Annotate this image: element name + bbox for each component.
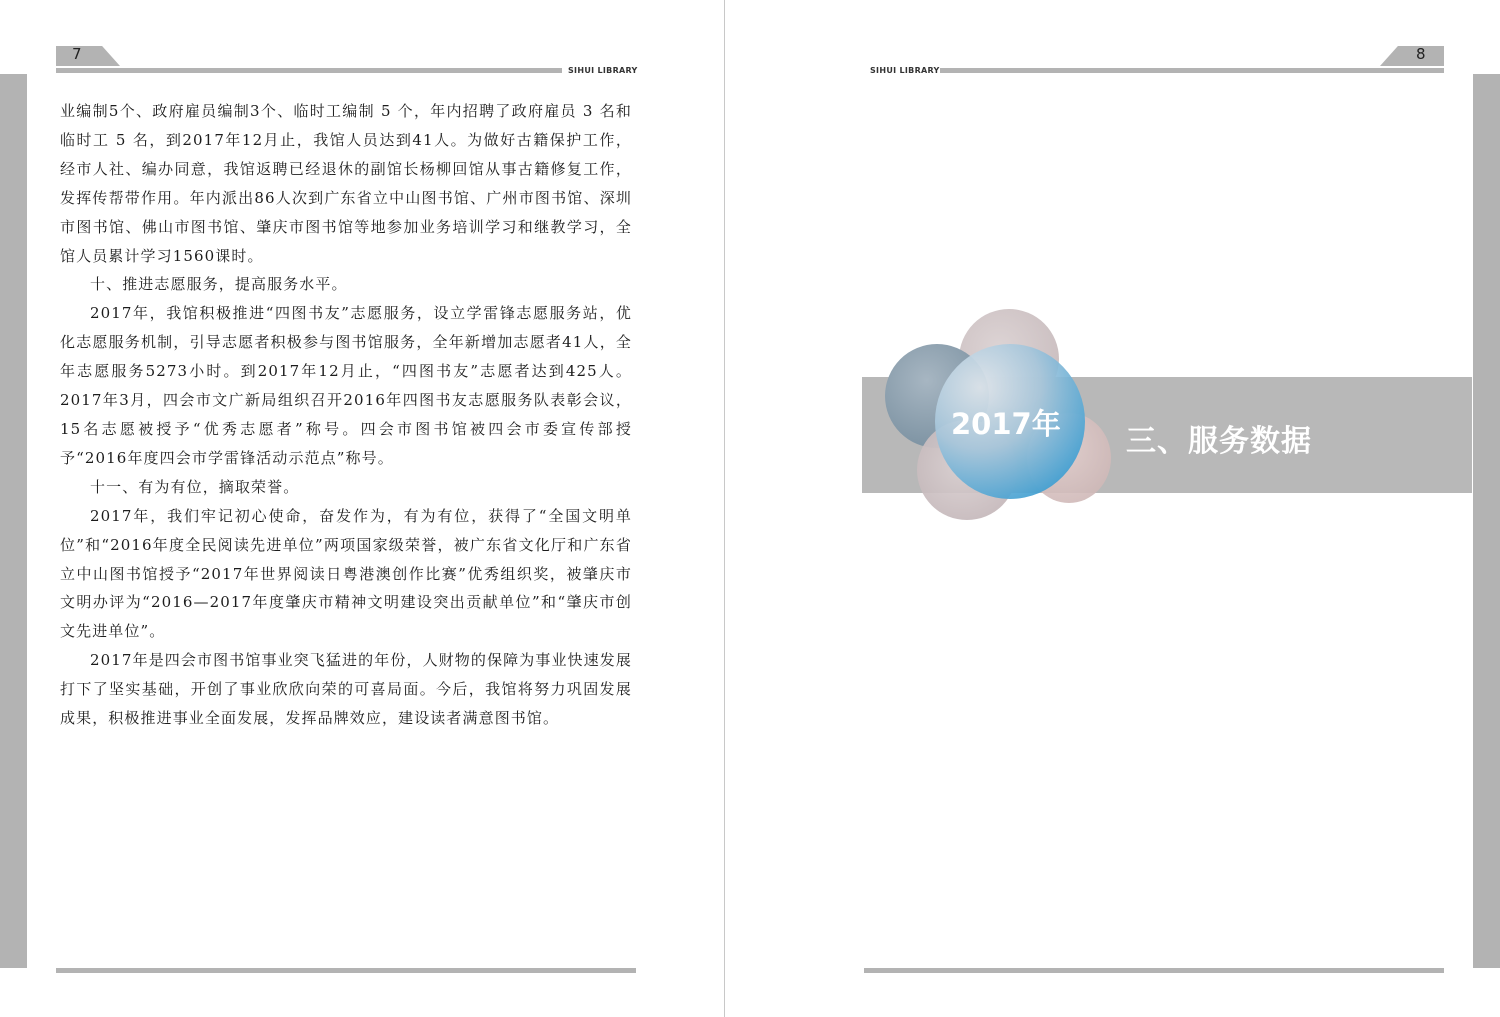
footer-rule <box>56 968 636 973</box>
header-rule <box>56 68 562 73</box>
left-page <box>0 0 724 1017</box>
left-edge-bar <box>0 74 27 968</box>
right-page <box>776 0 1500 1017</box>
page-number: 7 <box>72 45 82 63</box>
chapter-title: 三、服务数据 <box>1126 424 1312 459</box>
header-rule <box>940 68 1444 73</box>
right-edge-bar <box>1473 74 1500 968</box>
footer-rule <box>864 968 1444 973</box>
paragraph: 2017年，我们牢记初心使命，奋发作为，有为有位，获得了“全国文明单位”和“2016年度全民阅读先进单位”两项国家级荣誉，被广东省文化厅和广东省立中山图书馆授予“2017年世界阅读日粤港澳创作比赛”优秀组织奖，被肇庆市文明办评为“2016—2017年度肇庆市精神文明建设突出贡献单位”和“肇庆市创文先进单位”。 <box>60 506 632 641</box>
page-number-tab <box>1380 46 1444 66</box>
section-heading: 十、推进志愿服务，提高服务水平。 <box>90 275 348 294</box>
banner-year: 2017年 <box>951 407 1061 441</box>
section-heading: 十一、有为有位，摘取荣誉。 <box>90 477 300 496</box>
header-label: SIHUI LIBRARY <box>870 66 940 75</box>
gutter-line <box>724 0 725 1017</box>
paragraph: 2017年，我馆积极推进“四图书友”志愿服务，设立学雷锋志愿服务站，优化志愿服务机制，引导志愿者积极参与图书馆服务，全年新增加志愿者41人，全年志愿服务5273小时。到2017年12月止，“四图书友”志愿者达到425人。2017年3月，四会市文广新局组织召开2016年四图书友志愿服务队表彰会议，15名志愿被授予“优秀志愿者”称号。四会市图书馆被四会市委宣传部授予“2016年度四会市学雷锋活动示范点”称号。 <box>60 304 632 467</box>
header-label: SIHUI LIBRARY <box>568 66 638 75</box>
paragraph: 2017年是四会市图书馆事业突飞猛进的年份，人财物的保障为事业快速发展打下了坚实基础，开创了事业欣欣向荣的可喜局面。今后，我馆将努力巩固发展成果，积极推进事业全面发展，发挥品牌效应，建设读者满意图书馆。 <box>60 651 632 728</box>
page-number-tab <box>56 46 120 66</box>
page-number: 8 <box>1416 45 1426 63</box>
body-text <box>60 97 632 733</box>
paragraph: 业编制5个、政府雇员编制3个、临时工编制 5 个，年内招聘了政府雇员 3 名和临时工 5 名，到2017年12月止，我馆人员达到41人。为做好古籍保护工作，经市人社、编办同意，我馆返聘已经退休的副馆长杨柳回馆从事古籍修复工作，发挥传帮带作用。年内派出86人次到广东省立中山图书馆、广州市图书馆、深圳市图书馆、佛山市图书馆、肇庆市图书馆等地参加业务培训学习和继教学习，全馆人员累计学习1560课时。 <box>60 102 632 265</box>
